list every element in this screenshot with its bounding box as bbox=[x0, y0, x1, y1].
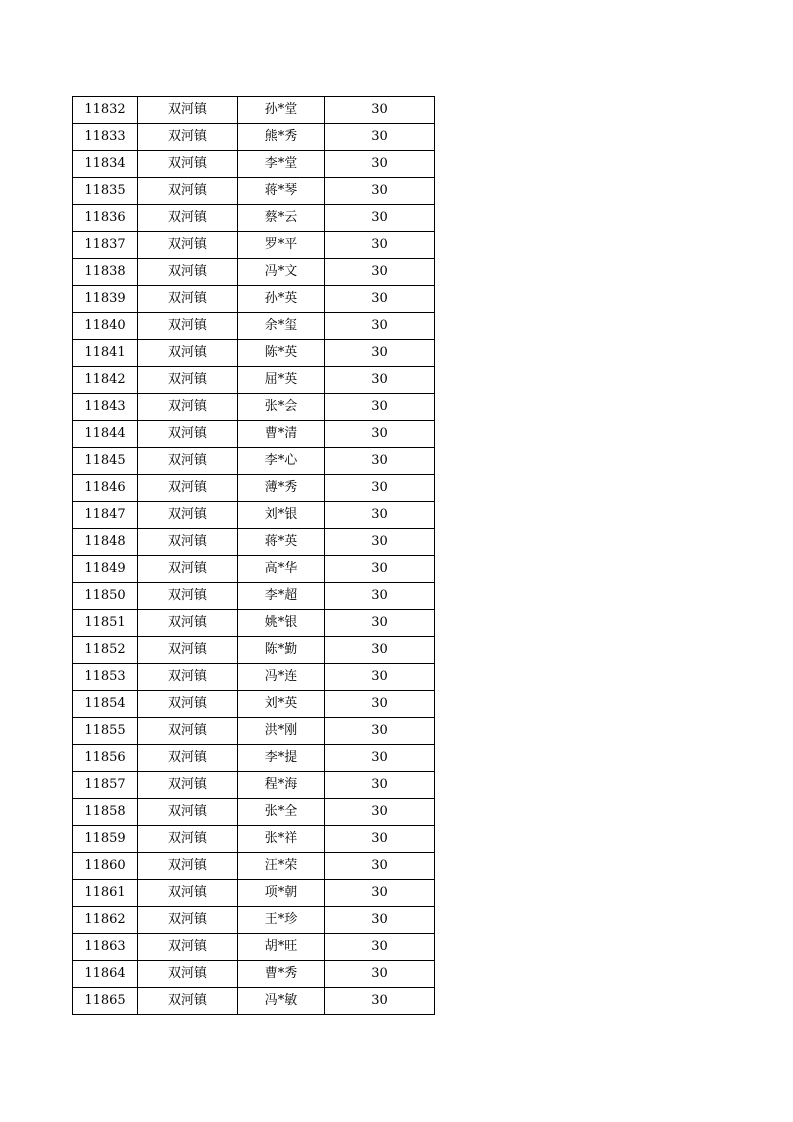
town-cell: 双河镇 bbox=[138, 421, 238, 448]
town-cell: 双河镇 bbox=[138, 178, 238, 205]
table-row bbox=[73, 664, 435, 691]
table-row bbox=[73, 691, 435, 718]
name-cell: 孙*堂 bbox=[238, 97, 325, 124]
amount-cell: 30 bbox=[325, 205, 435, 232]
amount-cell: 30 bbox=[325, 232, 435, 259]
id-cell: 11853 bbox=[73, 664, 138, 691]
amount-cell: 30 bbox=[325, 394, 435, 421]
amount-cell: 30 bbox=[325, 637, 435, 664]
table-row bbox=[73, 394, 435, 421]
amount-cell: 30 bbox=[325, 124, 435, 151]
table-row bbox=[73, 529, 435, 556]
name-cell: 李*提 bbox=[238, 745, 325, 772]
town-cell: 双河镇 bbox=[138, 556, 238, 583]
name-cell: 张*会 bbox=[238, 394, 325, 421]
name-cell: 王*珍 bbox=[238, 907, 325, 934]
id-cell: 11858 bbox=[73, 799, 138, 826]
town-cell: 双河镇 bbox=[138, 151, 238, 178]
id-cell: 11861 bbox=[73, 880, 138, 907]
amount-cell: 30 bbox=[325, 988, 435, 1015]
id-cell: 11841 bbox=[73, 340, 138, 367]
name-cell: 李*堂 bbox=[238, 151, 325, 178]
name-cell: 屈*英 bbox=[238, 367, 325, 394]
name-cell: 蒋*琴 bbox=[238, 178, 325, 205]
town-cell: 双河镇 bbox=[138, 232, 238, 259]
name-cell: 蒋*英 bbox=[238, 529, 325, 556]
table-row bbox=[73, 97, 435, 124]
amount-cell: 30 bbox=[325, 907, 435, 934]
name-cell: 陈*英 bbox=[238, 340, 325, 367]
town-cell: 双河镇 bbox=[138, 691, 238, 718]
name-cell: 胡*旺 bbox=[238, 934, 325, 961]
table-row bbox=[73, 988, 435, 1015]
amount-cell: 30 bbox=[325, 178, 435, 205]
name-cell: 孙*英 bbox=[238, 286, 325, 313]
amount-cell: 30 bbox=[325, 691, 435, 718]
table-row bbox=[73, 151, 435, 178]
amount-cell: 30 bbox=[325, 961, 435, 988]
name-cell: 曹*秀 bbox=[238, 961, 325, 988]
id-cell: 11837 bbox=[73, 232, 138, 259]
id-cell: 11863 bbox=[73, 934, 138, 961]
amount-cell: 30 bbox=[325, 799, 435, 826]
town-cell: 双河镇 bbox=[138, 853, 238, 880]
town-cell: 双河镇 bbox=[138, 97, 238, 124]
name-cell: 程*海 bbox=[238, 772, 325, 799]
data-table bbox=[72, 96, 435, 1015]
name-cell: 曹*清 bbox=[238, 421, 325, 448]
id-cell: 11840 bbox=[73, 313, 138, 340]
table-row bbox=[73, 880, 435, 907]
table-row bbox=[73, 853, 435, 880]
amount-cell: 30 bbox=[325, 367, 435, 394]
town-cell: 双河镇 bbox=[138, 988, 238, 1015]
id-cell: 11838 bbox=[73, 259, 138, 286]
town-cell: 双河镇 bbox=[138, 745, 238, 772]
town-cell: 双河镇 bbox=[138, 448, 238, 475]
id-cell: 11842 bbox=[73, 367, 138, 394]
town-cell: 双河镇 bbox=[138, 880, 238, 907]
table-row bbox=[73, 178, 435, 205]
table-row bbox=[73, 286, 435, 313]
town-cell: 双河镇 bbox=[138, 286, 238, 313]
table-row bbox=[73, 232, 435, 259]
id-cell: 11832 bbox=[73, 97, 138, 124]
table-row bbox=[73, 934, 435, 961]
town-cell: 双河镇 bbox=[138, 934, 238, 961]
name-cell: 项*朝 bbox=[238, 880, 325, 907]
amount-cell: 30 bbox=[325, 97, 435, 124]
name-cell: 李*超 bbox=[238, 583, 325, 610]
id-cell: 11839 bbox=[73, 286, 138, 313]
town-cell: 双河镇 bbox=[138, 475, 238, 502]
name-cell: 张*全 bbox=[238, 799, 325, 826]
id-cell: 11857 bbox=[73, 772, 138, 799]
amount-cell: 30 bbox=[325, 664, 435, 691]
id-cell: 11850 bbox=[73, 583, 138, 610]
amount-cell: 30 bbox=[325, 421, 435, 448]
name-cell: 余*玺 bbox=[238, 313, 325, 340]
amount-cell: 30 bbox=[325, 556, 435, 583]
id-cell: 11864 bbox=[73, 961, 138, 988]
name-cell: 冯*连 bbox=[238, 664, 325, 691]
amount-cell: 30 bbox=[325, 151, 435, 178]
id-cell: 11844 bbox=[73, 421, 138, 448]
id-cell: 11859 bbox=[73, 826, 138, 853]
name-cell: 蔡*云 bbox=[238, 205, 325, 232]
id-cell: 11845 bbox=[73, 448, 138, 475]
amount-cell: 30 bbox=[325, 475, 435, 502]
id-cell: 11854 bbox=[73, 691, 138, 718]
name-cell: 姚*银 bbox=[238, 610, 325, 637]
id-cell: 11848 bbox=[73, 529, 138, 556]
name-cell: 刘*英 bbox=[238, 691, 325, 718]
amount-cell: 30 bbox=[325, 934, 435, 961]
id-cell: 11860 bbox=[73, 853, 138, 880]
name-cell: 冯*敏 bbox=[238, 988, 325, 1015]
table-row bbox=[73, 637, 435, 664]
amount-cell: 30 bbox=[325, 880, 435, 907]
id-cell: 11843 bbox=[73, 394, 138, 421]
town-cell: 双河镇 bbox=[138, 826, 238, 853]
town-cell: 双河镇 bbox=[138, 718, 238, 745]
town-cell: 双河镇 bbox=[138, 583, 238, 610]
name-cell: 冯*文 bbox=[238, 259, 325, 286]
name-cell: 张*祥 bbox=[238, 826, 325, 853]
name-cell: 陈*勤 bbox=[238, 637, 325, 664]
id-cell: 11836 bbox=[73, 205, 138, 232]
town-cell: 双河镇 bbox=[138, 907, 238, 934]
table-row bbox=[73, 718, 435, 745]
town-cell: 双河镇 bbox=[138, 664, 238, 691]
table-row bbox=[73, 772, 435, 799]
name-cell: 罗*平 bbox=[238, 232, 325, 259]
id-cell: 11834 bbox=[73, 151, 138, 178]
town-cell: 双河镇 bbox=[138, 637, 238, 664]
amount-cell: 30 bbox=[325, 772, 435, 799]
name-cell: 薄*秀 bbox=[238, 475, 325, 502]
name-cell: 高*华 bbox=[238, 556, 325, 583]
table-row bbox=[73, 475, 435, 502]
town-cell: 双河镇 bbox=[138, 772, 238, 799]
table-row bbox=[73, 745, 435, 772]
amount-cell: 30 bbox=[325, 826, 435, 853]
table-row bbox=[73, 556, 435, 583]
name-cell: 李*心 bbox=[238, 448, 325, 475]
amount-cell: 30 bbox=[325, 313, 435, 340]
amount-cell: 30 bbox=[325, 853, 435, 880]
table-row bbox=[73, 259, 435, 286]
town-cell: 双河镇 bbox=[138, 799, 238, 826]
table-row bbox=[73, 610, 435, 637]
id-cell: 11865 bbox=[73, 988, 138, 1015]
town-cell: 双河镇 bbox=[138, 313, 238, 340]
amount-cell: 30 bbox=[325, 259, 435, 286]
id-cell: 11833 bbox=[73, 124, 138, 151]
id-cell: 11856 bbox=[73, 745, 138, 772]
amount-cell: 30 bbox=[325, 718, 435, 745]
id-cell: 11852 bbox=[73, 637, 138, 664]
id-cell: 11849 bbox=[73, 556, 138, 583]
town-cell: 双河镇 bbox=[138, 340, 238, 367]
amount-cell: 30 bbox=[325, 448, 435, 475]
amount-cell: 30 bbox=[325, 529, 435, 556]
name-cell: 汪*荣 bbox=[238, 853, 325, 880]
amount-cell: 30 bbox=[325, 610, 435, 637]
table-row bbox=[73, 799, 435, 826]
town-cell: 双河镇 bbox=[138, 502, 238, 529]
table-row bbox=[73, 502, 435, 529]
name-cell: 洪*刚 bbox=[238, 718, 325, 745]
table-row bbox=[73, 826, 435, 853]
table-row bbox=[73, 907, 435, 934]
town-cell: 双河镇 bbox=[138, 124, 238, 151]
amount-cell: 30 bbox=[325, 340, 435, 367]
name-cell: 熊*秀 bbox=[238, 124, 325, 151]
table-row bbox=[73, 583, 435, 610]
table-row bbox=[73, 313, 435, 340]
town-cell: 双河镇 bbox=[138, 610, 238, 637]
id-cell: 11846 bbox=[73, 475, 138, 502]
table-row bbox=[73, 367, 435, 394]
town-cell: 双河镇 bbox=[138, 367, 238, 394]
id-cell: 11847 bbox=[73, 502, 138, 529]
table-row bbox=[73, 124, 435, 151]
town-cell: 双河镇 bbox=[138, 205, 238, 232]
id-cell: 11855 bbox=[73, 718, 138, 745]
amount-cell: 30 bbox=[325, 583, 435, 610]
id-cell: 11835 bbox=[73, 178, 138, 205]
amount-cell: 30 bbox=[325, 745, 435, 772]
id-cell: 11862 bbox=[73, 907, 138, 934]
table-row bbox=[73, 340, 435, 367]
town-cell: 双河镇 bbox=[138, 259, 238, 286]
name-cell: 刘*银 bbox=[238, 502, 325, 529]
table-row bbox=[73, 961, 435, 988]
amount-cell: 30 bbox=[325, 286, 435, 313]
table-body bbox=[73, 97, 435, 1015]
table-row bbox=[73, 448, 435, 475]
id-cell: 11851 bbox=[73, 610, 138, 637]
town-cell: 双河镇 bbox=[138, 961, 238, 988]
table-row bbox=[73, 421, 435, 448]
amount-cell: 30 bbox=[325, 502, 435, 529]
table-row bbox=[73, 205, 435, 232]
town-cell: 双河镇 bbox=[138, 529, 238, 556]
town-cell: 双河镇 bbox=[138, 394, 238, 421]
